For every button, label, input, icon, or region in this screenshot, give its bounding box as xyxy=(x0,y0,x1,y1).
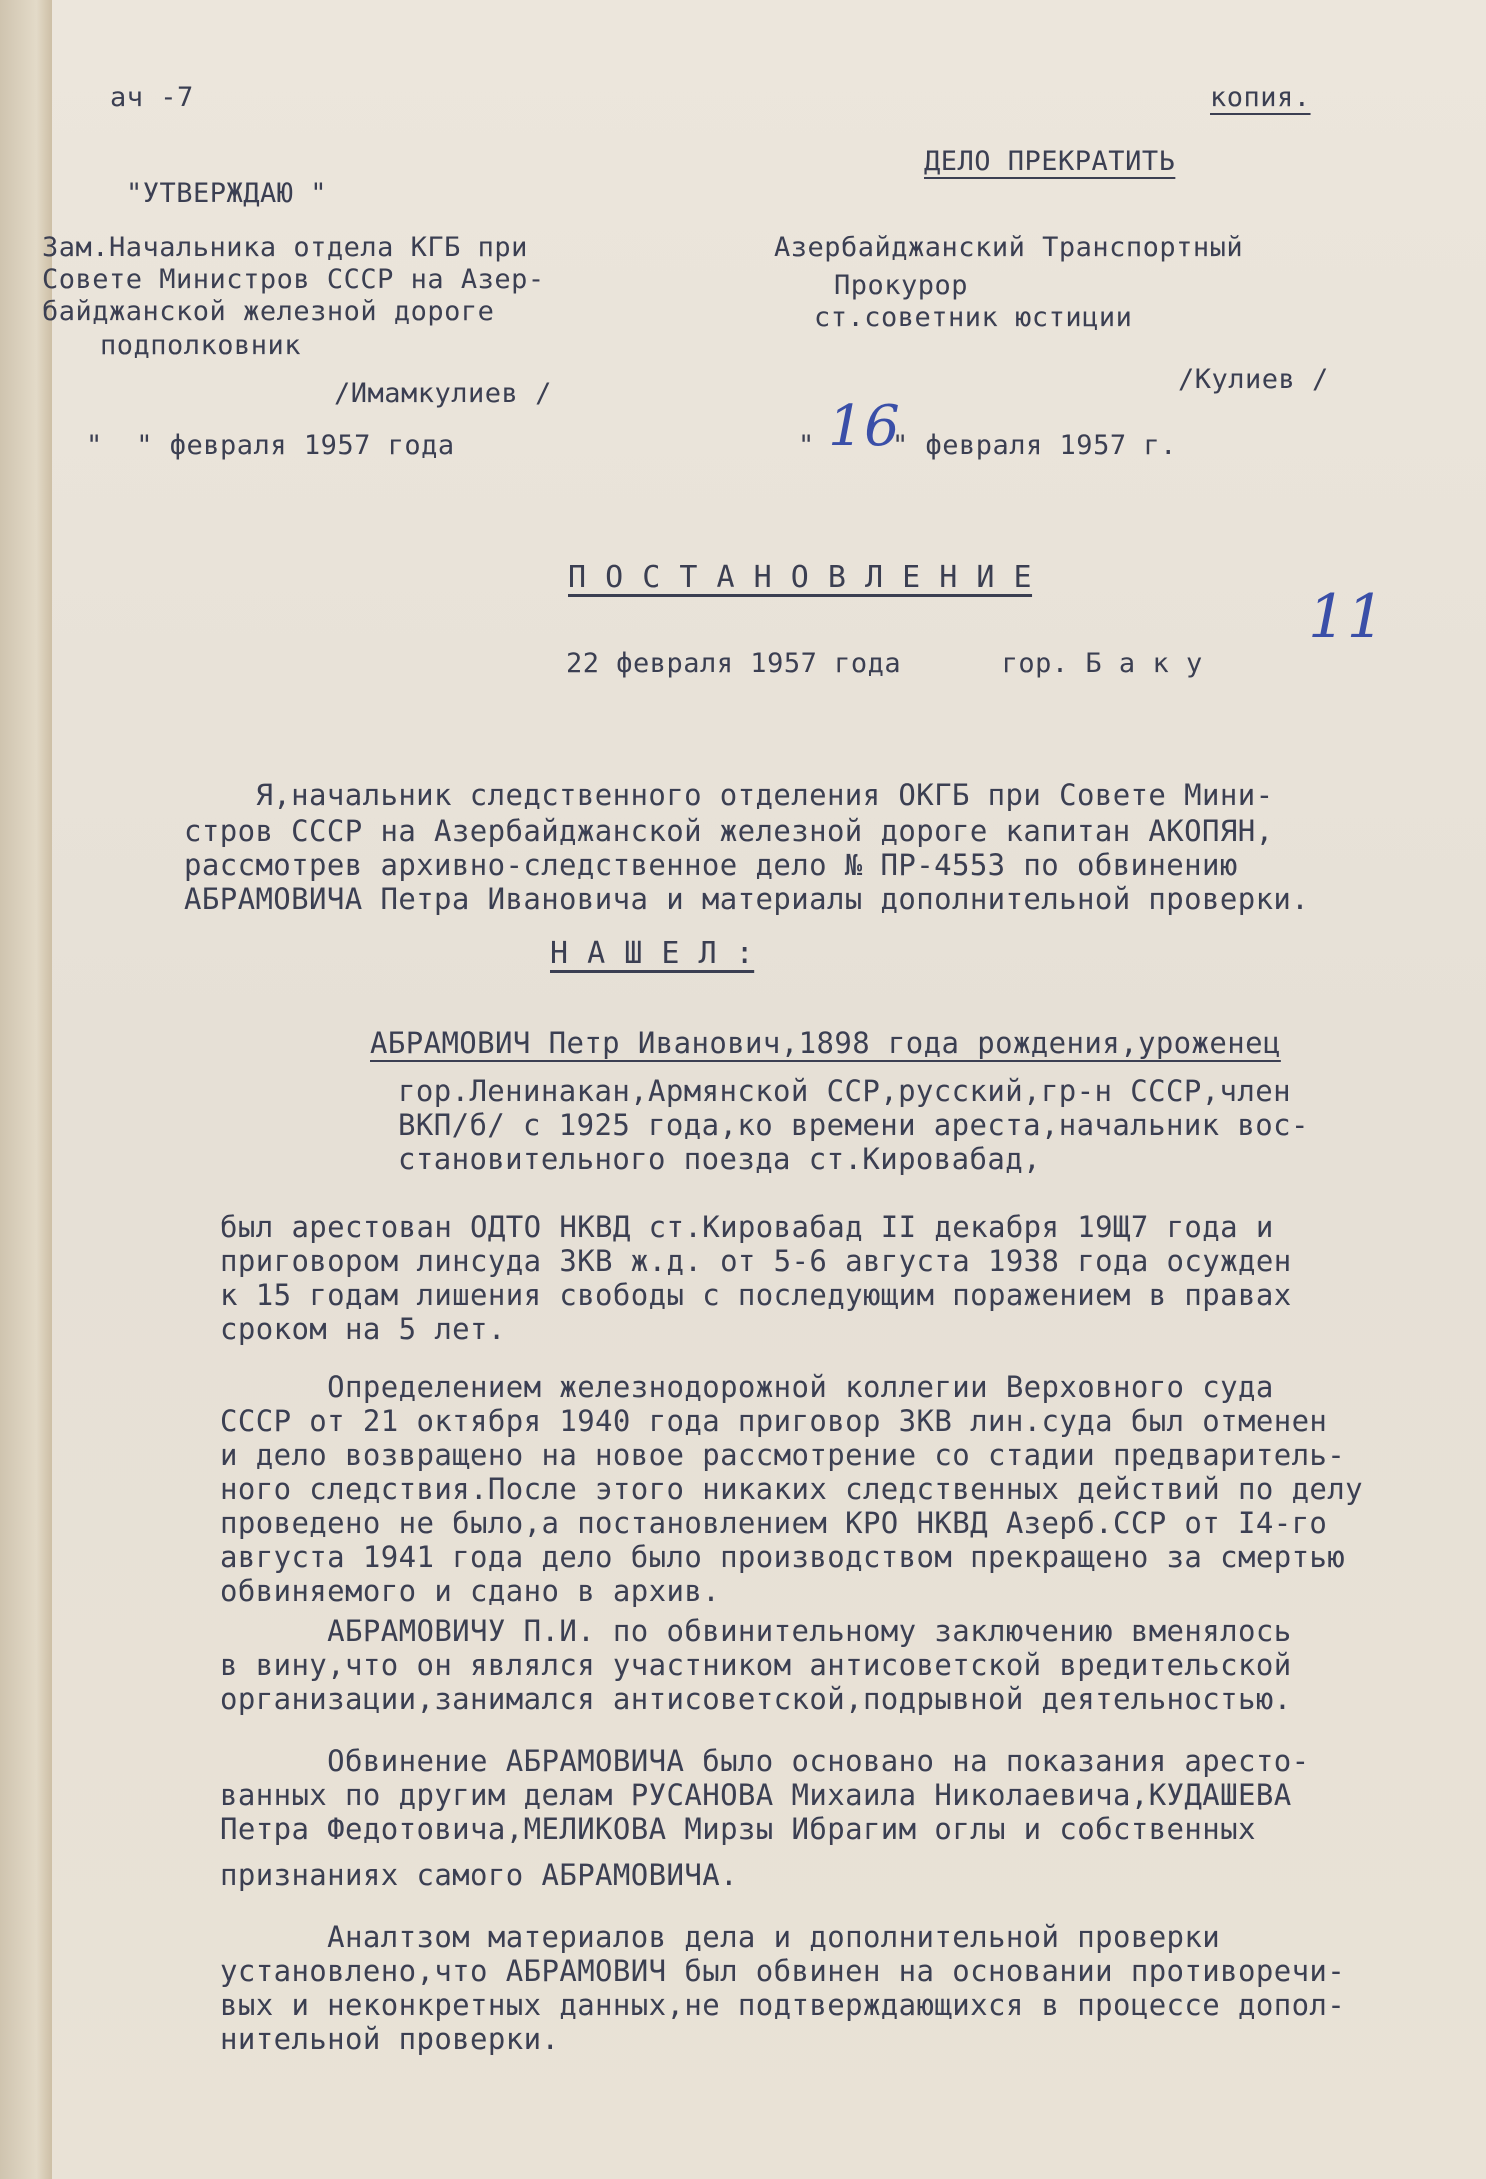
resolution-signature: /Кулиев / xyxy=(1178,364,1329,395)
determination-line-4: ного следствия.После этого никаких следственных действий по делу xyxy=(220,1472,1364,1506)
resolution-date-rest: " февраля 1957 г. xyxy=(892,430,1177,461)
charge-line-3: организации,занимался антисоветской,подрывной деятельностью. xyxy=(220,1682,1292,1716)
analysis-line-2: установлено,что АБРАМОВИЧ был обвинен на основании противоречи- xyxy=(220,1954,1346,1988)
determination-line-3: и дело возвращено на новое рассмотрение со стадии предваритель- xyxy=(220,1438,1346,1472)
handwritten-day: 16 xyxy=(828,394,901,459)
approve-line-3: байджанской железной дороге xyxy=(42,296,495,327)
analysis-line-4: нительной проверки. xyxy=(220,2022,560,2056)
person-line-2: ВКП/б/ с 1925 года,ко времени ареста,начальник вос- xyxy=(398,1108,1309,1142)
approve-line-1: Зам.Начальника отдела КГБ при xyxy=(42,232,528,263)
arrest-line-2: приговором линсуда ЗКВ ж.д. от 5-6 августа 1938 года осужден xyxy=(220,1244,1292,1278)
intro-line-3: рассмотрев архивно-следственное дело № ПР-4553 по обвинению xyxy=(184,848,1238,882)
approve-signature: /Имамкулиев / xyxy=(334,378,552,409)
analysis-line-3: вых и неконкретных данных,не подтверждающихся в процессе допол- xyxy=(220,1988,1346,2022)
arrest-line-4: сроком на 5 лет. xyxy=(220,1312,506,1346)
resolution-line-1: Азербайджанский Транспортный xyxy=(774,232,1244,263)
charge-line-2: в вину,что он являлся участником антисоветской вредительской xyxy=(220,1648,1292,1682)
approve-line-4: подполковник xyxy=(100,330,302,361)
arrest-line-3: к 15 годам лишения свободы с последующим поражением в правах xyxy=(220,1278,1292,1312)
resolution-line-3: ст.советник юстиции xyxy=(814,302,1133,333)
determination-line-1: Определением железнодорожной коллегии Верховного суда xyxy=(220,1370,1274,1404)
basis-line-2: ванных по другим делам РУСАНОВА Михаила Николаевича,КУДАШЕВА xyxy=(220,1778,1292,1812)
resolution-line-2: Прокурор xyxy=(834,270,969,301)
doc-reference: ач -7 xyxy=(110,82,194,113)
intro-line-4: АБРАМОВИЧА Петра Ивановича и материалы дополнительной проверки. xyxy=(184,882,1310,916)
handwritten-page-number: 11 xyxy=(1308,582,1386,652)
approve-date: " " февраля 1957 года xyxy=(86,430,455,461)
resolution-date-open: " xyxy=(798,430,815,461)
arrest-line-1: был арестован ОДТО НКВД ст.Кировабад II декабря 19Щ7 года и xyxy=(220,1210,1274,1244)
person-name-line: АБРАМОВИЧ Петр Иванович,1898 года рождения,уроженец xyxy=(370,1026,1281,1060)
document-title: П О С Т А Н О В Л Е Н И Е xyxy=(568,560,1033,595)
resolution-heading: ДЕЛО ПРЕКРАТИТЬ xyxy=(924,146,1176,177)
charge-line-1: АБРАМОВИЧУ П.И. по обвинительному заключению вменялось xyxy=(220,1614,1292,1648)
document-page xyxy=(42,0,1486,2179)
analysis-line-1: Аналтзом материалов дела и дополнительной проверки xyxy=(220,1920,1221,1954)
person-line-1: гор.Ленинакан,Армянской ССР,русский,гр-н СССР,член xyxy=(398,1074,1291,1108)
date-and-place: 22 февраля 1957 года гор. Б а к у xyxy=(566,648,1203,679)
intro-line-2: стров СССР на Азербайджанской железной дороге капитан АКОПЯН, xyxy=(184,814,1274,848)
approve-line-2: Совете Министров СССР на Азер- xyxy=(42,264,545,295)
basis-line-3: Петра Федотовича,МЕЛИКОВА Мирзы Ибрагим оглы и собственных xyxy=(220,1812,1256,1846)
basis-line-4: признаниях самого АБРАМОВИЧА. xyxy=(220,1858,738,1892)
determination-line-2: СССР от 21 октября 1940 года приговор ЗКВ лин.суда был отменен xyxy=(220,1404,1328,1438)
basis-line-1: Обвинение АБРАМОВИЧА было основано на показания аресто- xyxy=(220,1744,1310,1778)
person-line-3: становительного поезда ст.Кировабад, xyxy=(398,1142,1041,1176)
determination-line-6: августа 1941 года дело было производством прекращено за смертью xyxy=(220,1540,1346,1574)
determination-line-7: обвиняемого и сдано в архив. xyxy=(220,1574,721,1608)
determination-line-5: проведено не было,а постановлением КРО НКВД Азерб.ССР от I4-го xyxy=(220,1506,1328,1540)
approve-heading: "УТВЕРЖДАЮ " xyxy=(126,178,328,209)
found-heading: Н А Ш Е Л : xyxy=(550,936,755,971)
intro-line-1: Я,начальник следственного отделения ОКГБ при Совете Мини- xyxy=(184,778,1274,812)
copy-mark: копия. xyxy=(1210,82,1311,113)
